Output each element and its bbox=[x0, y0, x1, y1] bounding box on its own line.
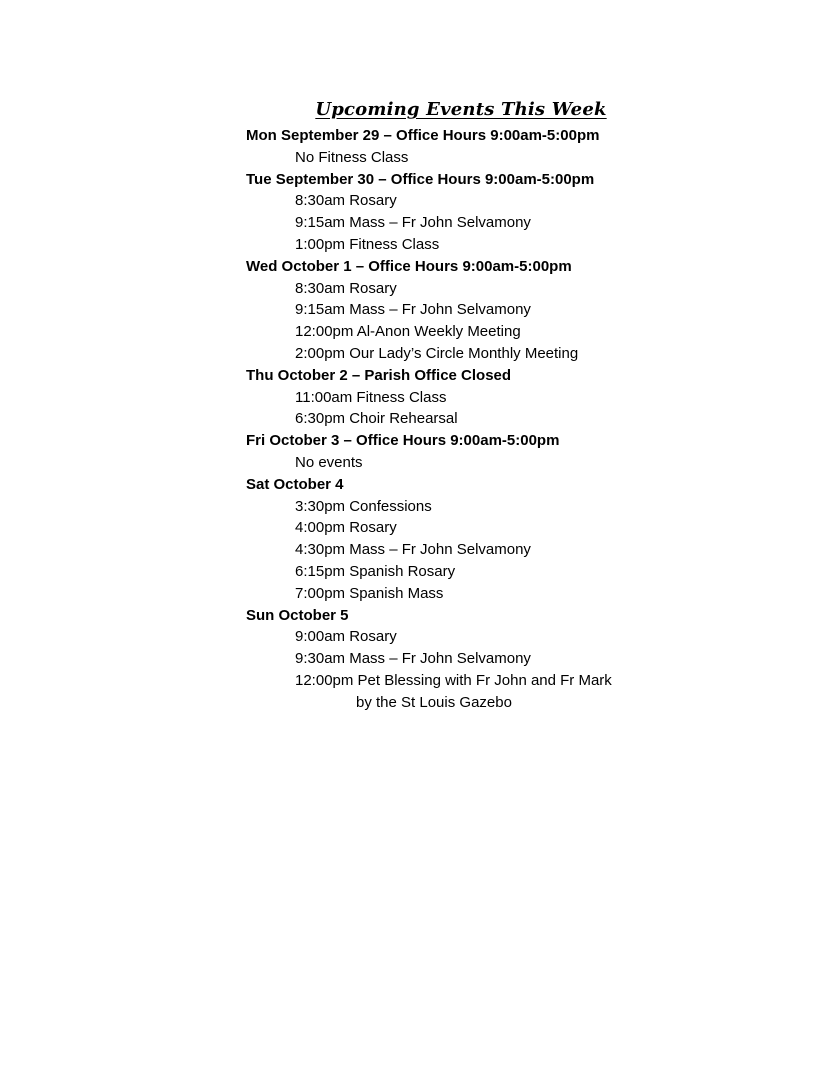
event-item: 6:15pm Spanish Rosary bbox=[295, 562, 456, 580]
day-heading-thu: Thu October 2 – Parish Office Closed bbox=[246, 366, 512, 384]
event-item: No Fitness Class bbox=[295, 148, 409, 166]
event-item: 8:30am Rosary bbox=[295, 192, 397, 210]
event-item: 9:15am Mass – Fr John Selvamony bbox=[295, 214, 531, 232]
page-title: Upcoming Events This Week bbox=[315, 99, 607, 120]
event-item: 1:00pm Fitness Class bbox=[295, 235, 440, 253]
day-heading-sat: Sat October 4 bbox=[246, 475, 344, 493]
event-schedule bbox=[246, 125, 806, 714]
event-item: 9:00am Rosary bbox=[295, 628, 397, 646]
event-item: 11:00am Fitness Class bbox=[295, 388, 447, 406]
event-item: 9:30am Mass – Fr John Selvamony bbox=[295, 650, 531, 668]
event-item: 7:00pm Spanish Mass bbox=[295, 584, 444, 602]
day-heading-sun: Sun October 5 bbox=[246, 606, 349, 624]
event-item: 4:30pm Mass – Fr John Selvamony bbox=[295, 541, 531, 559]
event-item: 2:00pm Our Lady’s Circle Monthly Meeting bbox=[295, 344, 579, 362]
day-heading-wed: Wed October 1 – Office Hours 9:00am-5:00pm bbox=[246, 257, 572, 275]
event-item: 4:00pm Rosary bbox=[295, 519, 397, 537]
event-item: 8:30am Rosary bbox=[295, 279, 397, 297]
event-item: 12:00pm Pet Blessing with Fr John and Fr Mark bbox=[295, 671, 612, 689]
day-heading-fri: Fri October 3 – Office Hours 9:00am-5:00pm bbox=[246, 432, 560, 450]
event-item: 9:15am Mass – Fr John Selvamony bbox=[295, 301, 531, 319]
day-heading-mon: Mon September 29 – Office Hours 9:00am-5:00pm bbox=[246, 127, 600, 144]
event-item: No events bbox=[295, 453, 363, 471]
day-heading-tue: Tue September 30 – Office Hours 9:00am-5:00pm bbox=[246, 170, 595, 188]
event-item: 12:00pm Al-Anon Weekly Meeting bbox=[295, 323, 521, 341]
event-item: 6:30pm Choir Rehearsal bbox=[295, 410, 458, 428]
event-item-continuation: by the St Louis Gazebo bbox=[356, 693, 512, 711]
event-item: 3:30pm Confessions bbox=[295, 497, 432, 515]
